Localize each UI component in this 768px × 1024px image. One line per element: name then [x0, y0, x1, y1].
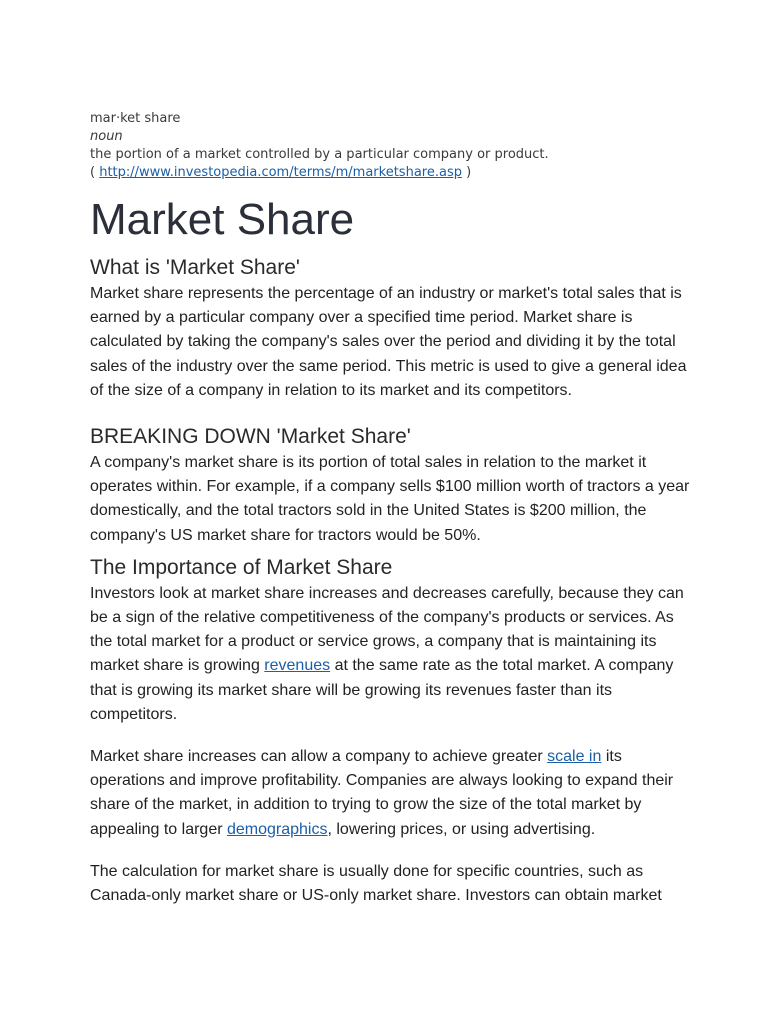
importance-p1-text-a: Investors look at market share increases and decreases carefully, because they can be a sign of the relative competitiveness of the company's products or services. As the total market for a product or service grows, a company that is maintaining its market share is growing [90, 584, 684, 675]
source-close-paren: ) [461, 165, 472, 180]
importance-paragraph-3: The calculation for market share is usually done for specific countries, such as Canada-only market share or US-only market share. Investors can obtain market [90, 862, 662, 905]
dictionary-source [90, 164, 690, 182]
importance-p2-text-a: Market share increases can allow a company to achieve greater [90, 748, 548, 766]
what-paragraph: Market share represents the percentage of an industry or market's total sales that is earned by a particular company over a specified time period. Market share is calculated by taking the company's sales over the period and dividing it by the total sales of the industry over the same period. This metric is used to give a general idea of the size of a company in relation to its market and its competitors. [90, 285, 687, 399]
page-title: Market Share [90, 195, 355, 244]
scale-in-link[interactable]: scale in [547, 748, 602, 766]
importance-paragraph-1 [90, 582, 690, 727]
importance-p2-text-b: its operations and improve profitability. Companies are always looking to expand their share of the market, in addition to trying to grow the size of the total market by appealing to larger [90, 748, 674, 838]
source-link[interactable]: http://www.investopedia.com/terms/m/marketshare.asp [99, 165, 462, 180]
importance-paragraph-2 [90, 745, 690, 842]
source-open-paren: ( [90, 165, 100, 180]
importance-heading: The Importance of Market Share [90, 555, 393, 579]
demographics-link[interactable]: demographics [226, 820, 328, 838]
breaking-down-paragraph: A company's market share is its portion of total sales in relation to the market it operates within. For example, if a company sells $100 million worth of tractors a year domestically, and the total tractors sold in the United States is $200 million, the company's US market share for tractors would be 50%. [90, 454, 690, 544]
importance-p1-text-b: at the same rate as the total market. A company that is growing its market share will be growing its revenues faster than its competitors. [90, 657, 674, 723]
document-page [90, 110, 690, 908]
importance-p2-text-c: , lowering prices, or using advertising. [327, 820, 596, 838]
part-of-speech: noun [90, 129, 123, 144]
breaking-down-heading: BREAKING DOWN 'Market Share' [90, 425, 411, 449]
dictionary-entry [90, 110, 690, 182]
revenues-link[interactable]: revenues [264, 657, 331, 675]
dictionary-term: mar·ket share [90, 111, 181, 126]
what-heading: What is 'Market Share' [90, 256, 300, 279]
dictionary-meaning: the portion of a market controlled by a particular company or product. [90, 147, 549, 162]
